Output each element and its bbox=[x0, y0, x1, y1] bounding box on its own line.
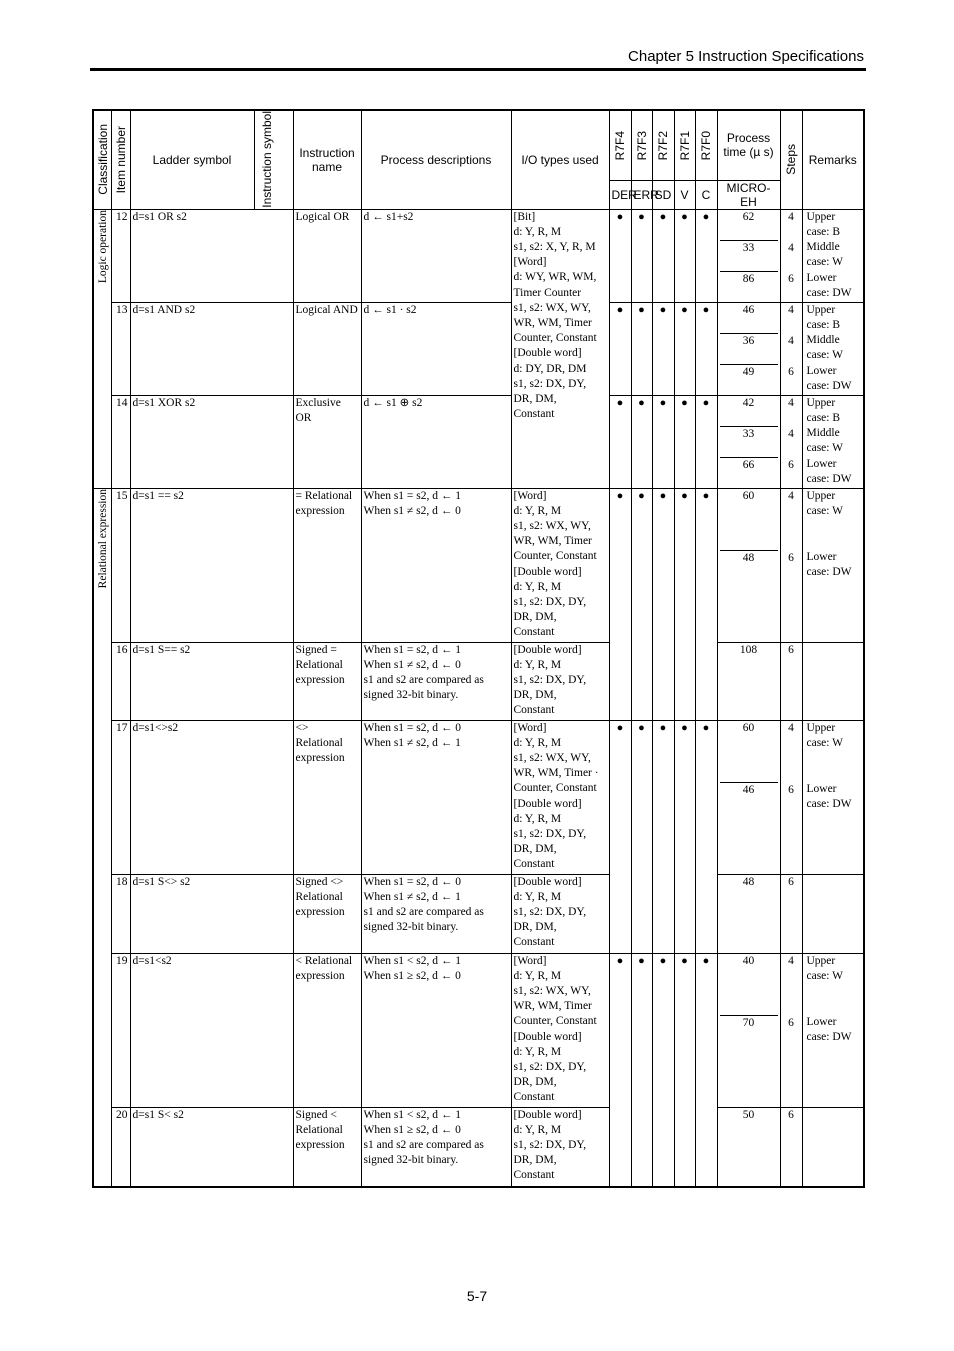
header-item-number: Item number bbox=[111, 110, 130, 209]
header-instruction-name: Instruction name bbox=[293, 110, 361, 209]
instruction-name: Exclusive OR bbox=[293, 395, 361, 488]
dot-r7f3: ● bbox=[631, 395, 652, 488]
steps: 6 bbox=[783, 1015, 800, 1107]
process-time: 49 bbox=[720, 364, 778, 395]
process-time: 42 bbox=[742, 396, 755, 409]
table-row bbox=[93, 953, 864, 1107]
header-r7f4: R7F4 bbox=[609, 110, 631, 180]
dot-r7f3: ● bbox=[631, 209, 652, 302]
steps-cell bbox=[780, 953, 802, 1107]
dot-r7f4: ● bbox=[609, 953, 631, 1187]
ladder-symbol: d=s1 OR s2 bbox=[130, 209, 293, 302]
chapter-header: Chapter 5 Instruction Specifications bbox=[628, 48, 864, 65]
io-types: [Double word] d: Y, R, M s1, s2: DX, DY, DR, DM, Constant bbox=[511, 642, 609, 720]
process-time: 33 bbox=[720, 240, 778, 271]
steps: 6 bbox=[783, 782, 800, 874]
dot-r7f4: ● bbox=[609, 302, 631, 395]
remark: Upper case: W bbox=[806, 721, 844, 749]
remark: Lower case: DW bbox=[806, 271, 852, 299]
ladder-symbol: d=s1 XOR s2 bbox=[130, 395, 293, 488]
instruction-name: Logical AND bbox=[293, 302, 361, 395]
steps-cell bbox=[780, 488, 802, 642]
dot-r7f3: ● bbox=[631, 720, 652, 953]
header-io-types: I/O types used bbox=[511, 110, 609, 209]
item-number: 17 bbox=[111, 720, 130, 874]
dot-r7f0: ● bbox=[695, 488, 717, 720]
remarks-cell bbox=[802, 642, 864, 720]
dot-r7f2: ● bbox=[652, 302, 674, 395]
process-time: 46 bbox=[720, 782, 778, 874]
steps-cell bbox=[780, 395, 802, 488]
table-row bbox=[93, 302, 864, 395]
process-time-cell bbox=[717, 642, 780, 720]
item-number: 14 bbox=[111, 395, 130, 488]
process-time: 33 bbox=[720, 426, 778, 457]
instruction-name: <> Relational expression bbox=[293, 720, 361, 874]
instruction-name: Logical OR bbox=[293, 209, 361, 302]
dot-r7f1: ● bbox=[674, 302, 695, 395]
process-time: 36 bbox=[720, 333, 778, 364]
process-time: 70 bbox=[720, 1015, 778, 1107]
instruction-name: = Relational expression bbox=[293, 488, 361, 642]
header-process-descriptions: Process descriptions bbox=[361, 110, 511, 209]
header-sub-c: C bbox=[695, 180, 717, 209]
io-types: [Word] d: Y, R, M s1, s2: WX, WY, WR, WM, Timer Counter, Constant [Double word] d: Y, R, M s1, s2: DX, DY, DR, DM, Constant bbox=[511, 953, 609, 1107]
process-time-cell bbox=[717, 1107, 780, 1187]
header-process-time: Process time (µ s) bbox=[717, 110, 780, 180]
dot-r7f4: ● bbox=[609, 209, 631, 302]
remark: Lower case: DW bbox=[806, 550, 852, 578]
steps: 4 bbox=[788, 303, 794, 316]
steps: 6 bbox=[783, 364, 800, 395]
dot-r7f1: ● bbox=[674, 720, 695, 953]
steps-cell bbox=[780, 874, 802, 953]
remark bbox=[805, 1108, 862, 1186]
dot-r7f4: ● bbox=[609, 720, 631, 953]
steps: 6 bbox=[788, 643, 794, 656]
ladder-symbol: d=s1 S< s2 bbox=[130, 1107, 293, 1187]
remark: Lower case: DW bbox=[806, 364, 852, 392]
process-time-cell bbox=[717, 302, 780, 395]
dot-r7f2: ● bbox=[652, 953, 674, 1187]
ladder-symbol: d=s1 AND s2 bbox=[130, 302, 293, 395]
dot-r7f0: ● bbox=[695, 395, 717, 488]
header-sub-err: ERR bbox=[631, 180, 652, 209]
io-types: [Word] d: Y, R, M s1, s2: WX, WY, WR, WM, Timer Counter, Constant [Double word] d: Y, R, M s1, s2: DX, DY, DR, DM, Constant bbox=[511, 488, 609, 642]
header-r7f2: R7F2 bbox=[652, 110, 674, 180]
item-number: 16 bbox=[111, 642, 130, 720]
steps-cell bbox=[780, 1107, 802, 1187]
remarks-cell bbox=[802, 874, 864, 953]
item-number: 18 bbox=[111, 874, 130, 953]
remarks-cell bbox=[802, 395, 864, 488]
process-time: 60 bbox=[742, 721, 755, 734]
item-number: 19 bbox=[111, 953, 130, 1107]
header-r7f1: R7F1 bbox=[674, 110, 695, 180]
dot-r7f4: ● bbox=[609, 488, 631, 720]
dot-r7f3: ● bbox=[631, 488, 652, 720]
header-rule bbox=[90, 68, 866, 71]
classification-cell bbox=[93, 488, 111, 1187]
table-row bbox=[93, 720, 864, 874]
remark: Middle case: W bbox=[806, 240, 844, 268]
table-row bbox=[93, 874, 864, 953]
header-ladder-symbol: Ladder symbol bbox=[130, 110, 254, 209]
dot-r7f1: ● bbox=[674, 953, 695, 1187]
steps: 4 bbox=[788, 210, 794, 223]
remark: Upper case: W bbox=[806, 954, 844, 982]
table-row bbox=[93, 395, 864, 488]
header-r7f0: R7F0 bbox=[695, 110, 717, 180]
remarks-cell bbox=[802, 209, 864, 302]
steps: 4 bbox=[788, 954, 794, 967]
remark bbox=[805, 643, 862, 720]
header-sub-v: V bbox=[674, 180, 695, 209]
process-description: d ← s1 · s2 bbox=[361, 302, 511, 395]
dot-r7f1: ● bbox=[674, 488, 695, 720]
remarks-cell bbox=[802, 953, 864, 1107]
steps: 6 bbox=[788, 1108, 794, 1121]
header-sub-sd: SD bbox=[652, 180, 674, 209]
process-description: When s1 < s2, d ← 1 When s1 ≥ s2, d ← 0 s1 and s2 are compared as signed 32-bit binary. bbox=[361, 1107, 511, 1187]
dot-r7f2: ● bbox=[652, 395, 674, 488]
dot-r7f3: ● bbox=[631, 953, 652, 1187]
process-time: 48 bbox=[742, 875, 755, 888]
classification-label: Logic operation bbox=[97, 209, 109, 283]
remarks-cell bbox=[802, 1107, 864, 1187]
process-description: When s1 < s2, d ← 1 When s1 ≥ s2, d ← 0 bbox=[361, 953, 511, 1107]
io-types: [Double word] d: Y, R, M s1, s2: DX, DY, DR, DM, Constant bbox=[511, 874, 609, 953]
table-row bbox=[93, 1107, 864, 1187]
header-sub-micro-eh: MICRO-EH bbox=[717, 180, 780, 209]
remark: Lower case: DW bbox=[806, 782, 852, 810]
classification-label: Relational expression bbox=[97, 488, 109, 588]
header-sub-der: DER bbox=[609, 180, 631, 209]
process-time-cell bbox=[717, 953, 780, 1107]
page-number: 5-7 bbox=[466, 1288, 488, 1304]
io-types: [Double word] d: Y, R, M s1, s2: DX, DY, DR, DM, Constant bbox=[511, 1107, 609, 1187]
remark: Middle case: W bbox=[806, 333, 844, 361]
dot-r7f4: ● bbox=[609, 395, 631, 488]
table-row bbox=[93, 209, 864, 302]
header-r7f3: R7F3 bbox=[631, 110, 652, 180]
process-time-cell bbox=[717, 720, 780, 874]
item-number: 13 bbox=[111, 302, 130, 395]
process-time: 46 bbox=[742, 303, 755, 316]
ladder-symbol: d=s1 S<> s2 bbox=[130, 874, 293, 953]
dot-r7f2: ● bbox=[652, 720, 674, 953]
steps: 4 bbox=[783, 240, 800, 271]
steps: 4 bbox=[783, 426, 800, 457]
dot-r7f0: ● bbox=[695, 720, 717, 953]
process-description: When s1 = s2, d ← 0 When s1 ≠ s2, d ← 1 bbox=[361, 720, 511, 874]
process-time: 86 bbox=[720, 271, 778, 302]
remark: Upper case: B bbox=[806, 210, 841, 238]
process-time: 40 bbox=[742, 954, 755, 967]
steps: 6 bbox=[788, 875, 794, 888]
remarks-cell bbox=[802, 488, 864, 642]
steps: 6 bbox=[783, 457, 800, 488]
process-description: d ← s1+s2 bbox=[361, 209, 511, 302]
process-time-cell bbox=[717, 874, 780, 953]
item-number: 15 bbox=[111, 488, 130, 642]
header-remarks: Remarks bbox=[802, 110, 864, 209]
steps: 6 bbox=[783, 271, 800, 302]
header-instruction-symbol: Instruction symbol bbox=[254, 110, 293, 209]
process-description: When s1 = s2, d ← 0 When s1 ≠ s2, d ← 1 s1 and s2 are compared as signed 32-bit binary. bbox=[361, 874, 511, 953]
dot-r7f1: ● bbox=[674, 395, 695, 488]
instruction-name: Signed < Relational expression bbox=[293, 1107, 361, 1187]
dot-r7f2: ● bbox=[652, 488, 674, 720]
steps: 6 bbox=[783, 550, 800, 642]
remark bbox=[805, 875, 862, 953]
steps-cell bbox=[780, 302, 802, 395]
process-time: 60 bbox=[742, 489, 755, 502]
steps: 4 bbox=[788, 396, 794, 409]
ladder-symbol: d=s1 S== s2 bbox=[130, 642, 293, 720]
process-time: 50 bbox=[742, 1108, 755, 1121]
remarks-cell bbox=[802, 302, 864, 395]
header-steps: Steps bbox=[780, 110, 802, 209]
dot-r7f0: ● bbox=[695, 302, 717, 395]
io-types: [Word] d: Y, R, M s1, s2: WX, WY, WR, WM, Timer · Counter, Constant [Double word] d: Y, R, M s1, s2: DX, DY, DR, DM, Constant bbox=[511, 720, 609, 874]
remark: Upper case: W bbox=[806, 489, 844, 517]
ladder-symbol: d=s1<s2 bbox=[130, 953, 293, 1107]
steps: 4 bbox=[788, 489, 794, 502]
ladder-symbol: d=s1 == s2 bbox=[130, 488, 293, 642]
steps-cell bbox=[780, 209, 802, 302]
process-time: 66 bbox=[720, 457, 778, 488]
remark: Lower case: DW bbox=[806, 1015, 852, 1043]
process-time-cell bbox=[717, 488, 780, 642]
dot-r7f0: ● bbox=[695, 953, 717, 1187]
process-time: 108 bbox=[739, 643, 758, 656]
header-classification: Classification bbox=[93, 110, 111, 209]
process-description: When s1 = s2, d ← 1 When s1 ≠ s2, d ← 0 bbox=[361, 488, 511, 642]
table-row bbox=[93, 488, 864, 642]
instruction-name: Signed = Relational expression bbox=[293, 642, 361, 720]
item-number: 12 bbox=[111, 209, 130, 302]
dot-r7f0: ● bbox=[695, 209, 717, 302]
steps: 4 bbox=[783, 333, 800, 364]
instruction-name: < Relational expression bbox=[293, 953, 361, 1107]
instruction-spec-table bbox=[92, 109, 865, 1188]
remark: Middle case: W bbox=[806, 426, 844, 454]
process-description: d ← s1 ⊕ s2 bbox=[361, 395, 511, 488]
dot-r7f1: ● bbox=[674, 209, 695, 302]
io-types: [Bit] d: Y, R, M s1, s2: X, Y, R, M [Word] d: WY, WR, WM, Timer Counter s1, s2: WX, WY, WR, WM, Timer Counter, Constant [Double word] d: DY, DR, DM s1, s2: DX, DY, DR, DM, Constant bbox=[511, 209, 609, 488]
remark: Upper case: B bbox=[806, 396, 841, 424]
table-row bbox=[93, 642, 864, 720]
process-time: 62 bbox=[742, 210, 755, 223]
ladder-symbol: d=s1<>s2 bbox=[130, 720, 293, 874]
dot-r7f2: ● bbox=[652, 209, 674, 302]
process-description: When s1 = s2, d ← 1 When s1 ≠ s2, d ← 0 s1 and s2 are compared as signed 32-bit binary. bbox=[361, 642, 511, 720]
classification-cell bbox=[93, 209, 111, 488]
process-time: 48 bbox=[720, 550, 778, 642]
remark: Lower case: DW bbox=[806, 457, 852, 485]
process-time-cell bbox=[717, 395, 780, 488]
remark: Upper case: B bbox=[806, 303, 841, 331]
steps-cell bbox=[780, 720, 802, 874]
process-time-cell bbox=[717, 209, 780, 302]
steps: 4 bbox=[788, 721, 794, 734]
instruction-name: Signed <> Relational expression bbox=[293, 874, 361, 953]
remarks-cell bbox=[802, 720, 864, 874]
steps-cell bbox=[780, 642, 802, 720]
item-number: 20 bbox=[111, 1107, 130, 1187]
dot-r7f3: ● bbox=[631, 302, 652, 395]
